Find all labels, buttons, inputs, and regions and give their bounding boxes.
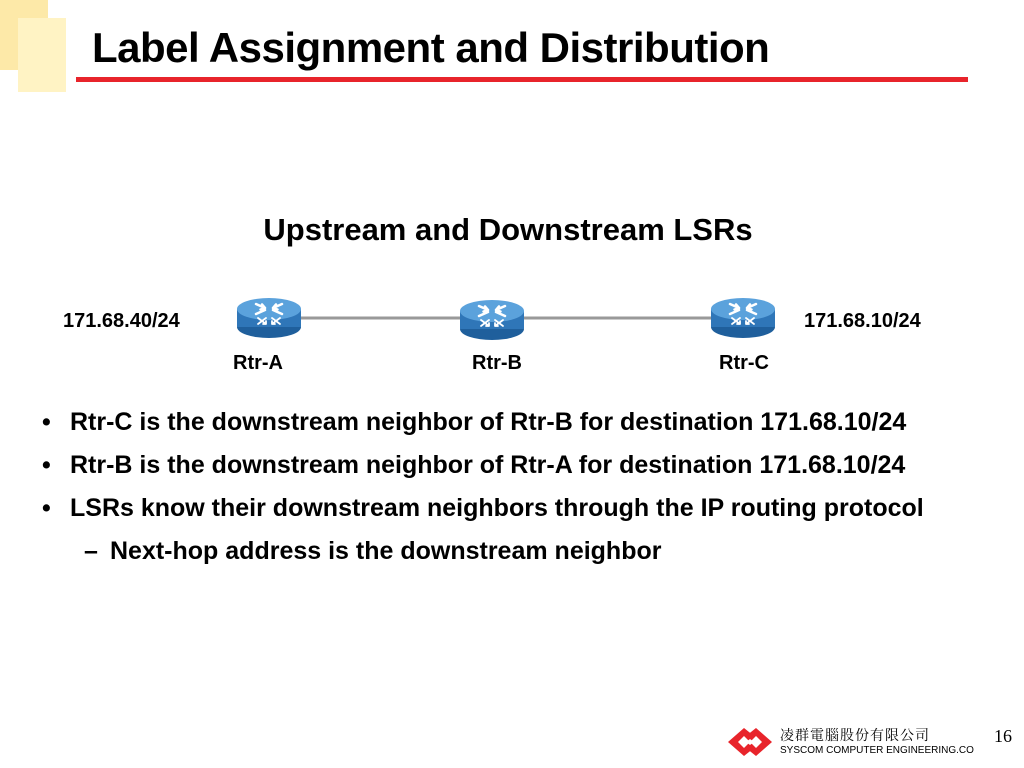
- router-label-a: Rtr-A: [233, 352, 283, 374]
- network-label-left: 171.68.40/24: [63, 310, 180, 332]
- company-logo-icon: [724, 724, 776, 765]
- page-number: 16: [994, 726, 1012, 746]
- bullet-text: Rtr-C is the downstream neighbor of Rtr-B for destination 171.68.10/24: [70, 408, 907, 436]
- company-name-english: SYSCOM COMPUTER ENGINEERING.CO: [780, 745, 974, 756]
- sub-bullet-marker: –: [84, 537, 98, 565]
- bullet-item: [40, 451, 980, 479]
- bullet-marker: •: [42, 494, 51, 522]
- bullet-marker: •: [42, 408, 51, 436]
- sub-bullet-text: Next-hop address is the downstream neighbor: [110, 537, 662, 565]
- bullet-text: LSRs know their downstream neighbors through the IP routing protocol: [70, 494, 924, 522]
- bullet-list: [40, 408, 980, 565]
- sub-bullet-item: [40, 537, 980, 565]
- router-icon: [460, 300, 524, 340]
- bullet-marker: •: [42, 451, 51, 479]
- bullet-text: Rtr-B is the downstream neighbor of Rtr-A for destination 171.68.10/24: [70, 451, 906, 479]
- bullet-item: [40, 408, 980, 436]
- router-icon: [237, 298, 301, 338]
- page-title: Label Assignment and Distribution: [92, 24, 770, 71]
- bullet-item: [40, 494, 980, 522]
- diagram-title: Upstream and Downstream LSRs: [263, 212, 753, 247]
- network-label-right: 171.68.10/24: [804, 310, 921, 332]
- router-label-b: Rtr-B: [472, 352, 522, 374]
- router-label-c: Rtr-C: [719, 352, 769, 374]
- router-icon: [711, 298, 775, 338]
- company-name-chinese: 凌群電腦股份有限公司: [780, 728, 930, 744]
